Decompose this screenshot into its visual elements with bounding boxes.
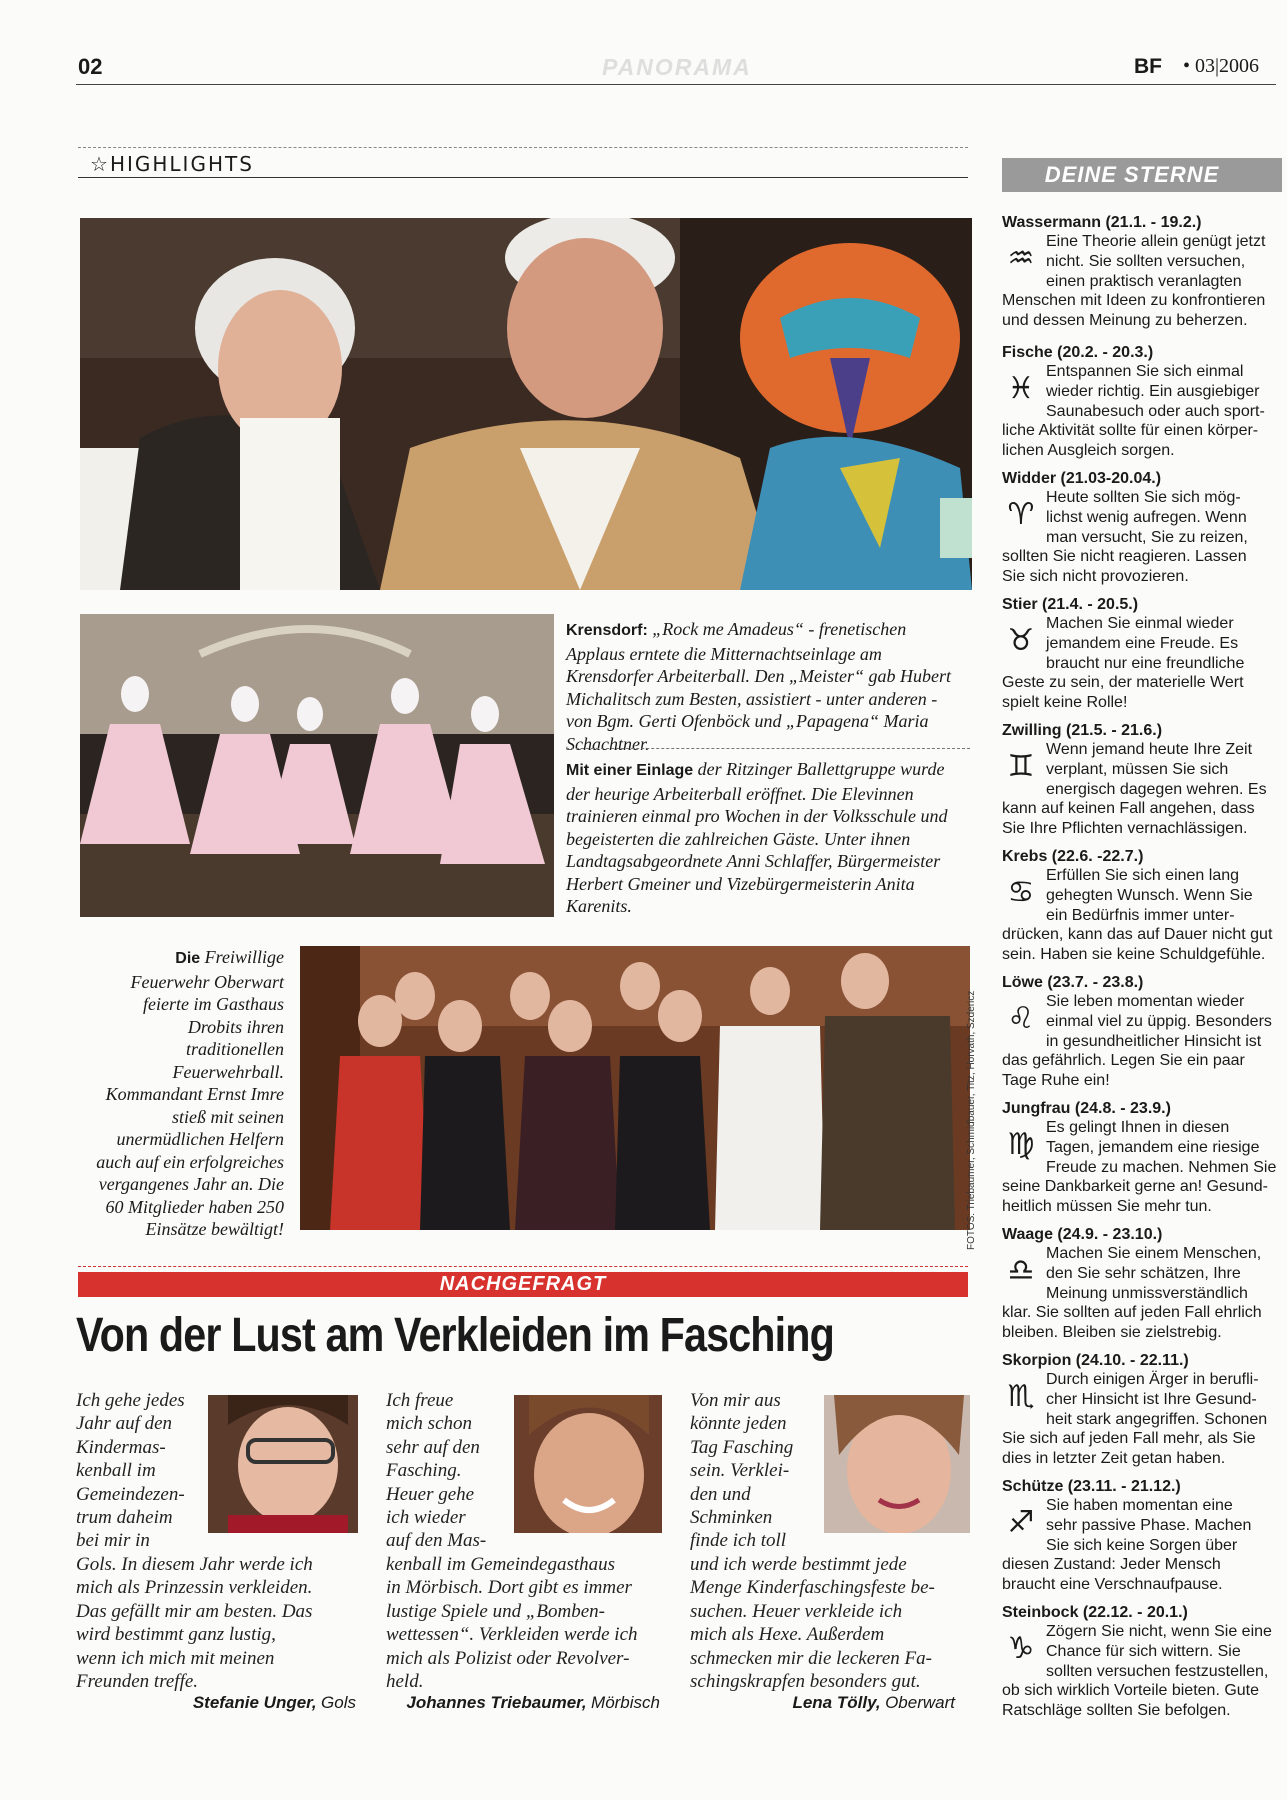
horoscope-line: man versucht, Sie zu reizen, — [1046, 528, 1248, 546]
horoscope-sign-title: Krebs (22.6. -22.7.) — [1002, 848, 1144, 865]
horoscope-sign-title: Waage (24.9. - 23.10.) — [1002, 1226, 1163, 1243]
issue-number: • 03|2006 — [1183, 55, 1260, 77]
horoscope-entry — [1002, 470, 1284, 587]
horoscope-sign-text — [1002, 362, 1284, 461]
quote-line: wettessen“. Verkleiden werde ich — [386, 1624, 638, 1646]
nachgefragt-dash-rule — [78, 1266, 968, 1267]
caption-feuerwehr — [92, 946, 284, 1241]
cancer-icon: ♋ — [1007, 875, 1035, 910]
horoscope-sign-title: Löwe (23.7. - 23.8.) — [1002, 974, 1144, 991]
horoscope-entry — [1002, 1100, 1284, 1217]
horoscope-entry — [1002, 1604, 1284, 1721]
horoscope-entry — [1002, 848, 1284, 965]
horoscope-line: und dessen Meinung zu beherzen. — [1002, 312, 1248, 330]
horoscope-line: drücken, kann das auf Dauer nicht gut — [1002, 926, 1273, 944]
pisces-icon: ♓ — [1007, 371, 1035, 406]
portrait-lena-toelly — [824, 1395, 970, 1533]
caption-krensdorf-lead: Krensdorf: — [566, 622, 648, 639]
quote-line: Von mir aus — [690, 1390, 781, 1411]
horoscope-sign-text — [1002, 488, 1284, 587]
horoscope-sign-title: Zwilling (21.5. - 21.6.) — [1002, 722, 1163, 739]
quote-line: Schminken — [690, 1507, 773, 1529]
caption-ballet-lead: Mit einer Einlage — [566, 762, 694, 779]
quote-line: mich als Polizist oder Revolver- — [386, 1647, 630, 1669]
horoscope-line: Heute sollten Sie sich mög- — [1046, 489, 1241, 506]
quote-line: held. — [386, 1671, 424, 1693]
horoscope-entry — [1002, 722, 1284, 839]
horoscope-sign-title: Wassermann (21.1. - 19.2.) — [1002, 214, 1202, 231]
caption-krensdorf-text: „Rock me Amadeus“ - frenetischen Applaus erntete die Mitternachtseinlage am Krensdorfer Arbeiterball. Den „Meister“ gab Hubert Michalitsch zum Besten, assistiert - unter anderen - von Bgm. Gerti Ofenböck und „Papagena“ Maria Schachtner. — [566, 619, 951, 754]
horoscope-line: Chance für sich wittern. Sie — [1046, 1642, 1241, 1660]
photo-credit: FOTOS: Triebaumer, Schmidbauer, Titz, Horvath, Szdericz — [966, 990, 977, 1250]
horoscope-sign-text — [1002, 1622, 1284, 1721]
highlights-heading — [90, 152, 254, 176]
horoscope-line: diesen Zustand: Jeder Mensch — [1002, 1556, 1221, 1574]
horoscope-line: sollten versuchen festzustellen, — [1046, 1662, 1269, 1680]
quote-lena-wide — [690, 1553, 980, 1693]
quote-line: auf den Mas- — [386, 1530, 487, 1552]
horoscope-line: verplant, müssen Sie sich — [1046, 760, 1229, 778]
horoscope-line: Tagen, jemandem eine riesige — [1046, 1138, 1260, 1156]
horoscope-entry — [1002, 1352, 1284, 1469]
quote-place: Mörbisch — [591, 1693, 660, 1712]
horoscope-entry — [1002, 214, 1284, 331]
quote-line: Das gefällt mir am besten. Das — [76, 1600, 313, 1622]
quote-line: kenball im Gemeindegasthaus — [386, 1554, 616, 1575]
horoscope-sign-title: Steinbock (22.12. - 20.1.) — [1002, 1604, 1188, 1621]
horoscope-line: sehr passive Phase. Machen — [1046, 1516, 1252, 1534]
quote-line: bei mir in — [76, 1530, 150, 1552]
horoscope-title: DEINE STERNE — [1044, 162, 1220, 187]
leo-icon: ♌ — [1007, 1001, 1035, 1036]
horoscope-sign-text — [1002, 232, 1284, 331]
highlights-dash-rule — [78, 147, 968, 148]
horoscope-line: Sie haben momentan eine — [1046, 1497, 1233, 1514]
quote-line: mich als Hexe. Außerdem — [690, 1624, 885, 1646]
horoscope-sign-text — [1002, 1496, 1284, 1595]
horoscope-line: Sie Ihre Pflichten vernachlässigen. — [1002, 820, 1248, 838]
horoscope-line: seine Dankbarkeit gerne an! Gesund- — [1002, 1178, 1268, 1196]
horoscope-line: jemandem eine Freude. Es — [1046, 634, 1239, 652]
horoscope-line: einmal viel zu üppig. Besonders — [1046, 1012, 1272, 1030]
quote-lena-narrow — [690, 1389, 820, 1553]
quote-line: Jahr auf den — [76, 1413, 173, 1435]
article-headline: Von der Lust am Verkleiden im Fasching — [76, 1309, 834, 1362]
quote-line: Fasching. — [386, 1460, 462, 1482]
capricorn-icon: ♑ — [1007, 1631, 1035, 1666]
caption-feuerwehr-lead: Die — [175, 950, 201, 967]
gemini-icon: ♊ — [1007, 749, 1035, 784]
horoscope-line: Wenn jemand heute Ihre Zeit — [1046, 741, 1253, 758]
horoscope-line: braucht nur eine freundliche — [1046, 654, 1245, 672]
star-icon: ☆ — [90, 152, 110, 176]
horoscope-line: Es gelingt Ihnen in diesen — [1046, 1119, 1230, 1136]
horoscope-line: Sie sich auf jeden Fall mehr, als Sie — [1002, 1430, 1256, 1448]
horoscope-sign-text — [1002, 866, 1284, 965]
horoscope-line: Sie leben momentan wieder — [1046, 993, 1245, 1010]
highlights-rule — [78, 177, 968, 178]
horoscope-line: nicht. Sie sollten versuchen, — [1046, 252, 1246, 270]
horoscope-line: energisch dagegen wehren. Es — [1046, 780, 1267, 798]
virgo-icon: ♍ — [1007, 1127, 1035, 1162]
horoscope-line: Sie sich keine Sorgen über — [1046, 1536, 1238, 1554]
horoscope-line: ob sich wirklich Vorteile bieten. Gute — [1002, 1682, 1260, 1700]
header-rule — [76, 84, 1276, 85]
photo-krensdorf-costume — [80, 218, 972, 590]
horoscope-entry — [1002, 974, 1284, 1091]
horoscope-line: wieder richtig. Ein ausgiebiger — [1046, 382, 1260, 400]
horoscope-line: spielt keine Rolle! — [1002, 694, 1128, 712]
quote-stefanie-narrow — [76, 1389, 204, 1553]
quote-line: mich schon — [386, 1413, 473, 1435]
horoscope-line: Saunabesuch oder auch sport- — [1046, 402, 1265, 420]
quote-line: sehr auf den — [386, 1436, 480, 1458]
quote-johannes-wide — [386, 1553, 676, 1693]
portrait-johannes-triebaumer — [514, 1395, 662, 1533]
quote-johannes-signature — [386, 1693, 660, 1713]
quote-line: finde ich toll — [690, 1530, 787, 1552]
taurus-icon: ♉ — [1007, 623, 1035, 658]
horoscope-line: in gesundheitlicher Hinsicht ist — [1046, 1032, 1262, 1050]
aries-icon: ♈ — [1007, 497, 1035, 532]
horoscope-line: sollten Sie nicht reagieren. Lassen — [1002, 548, 1247, 566]
horoscope-line: Machen Sie einem Menschen, — [1046, 1245, 1262, 1262]
horoscope-line: Durch einigen Ärger in berufli- — [1046, 1371, 1259, 1388]
quote-author: Stefanie Unger, — [192, 1693, 317, 1712]
scorpio-icon: ♏ — [1007, 1379, 1035, 1414]
quote-line: den und — [690, 1483, 751, 1505]
horoscope-line: Entspannen Sie sich einmal — [1046, 363, 1244, 380]
horoscope-line: lichen Ausgleich sorgen. — [1002, 442, 1175, 460]
horoscope-line: gehegten Wunsch. Wenn Sie — [1046, 886, 1253, 904]
quote-line: Kindermas- — [76, 1436, 166, 1458]
horoscope-line: das gefährlich. Legen Sie ein paar — [1002, 1052, 1245, 1070]
horoscope-sign-text — [1002, 992, 1284, 1091]
quote-stefanie-wide — [76, 1553, 366, 1693]
horoscope-sign-title: Fische (20.2. - 20.3.) — [1002, 344, 1154, 361]
horoscope-line: Erfüllen Sie sich einen lang — [1046, 867, 1240, 884]
quote-line: schingskrapfen besonders gut. — [690, 1671, 921, 1693]
quote-place: Gols — [321, 1693, 356, 1712]
quote-line: in Mörbisch. Dort gibt es immer — [386, 1577, 632, 1599]
horoscope-sign-text — [1002, 1118, 1284, 1217]
caption-krensdorf — [566, 618, 966, 755]
horoscope-sign-title: Jungfrau (24.8. - 23.9.) — [1002, 1100, 1171, 1117]
quote-lena-signature — [690, 1693, 955, 1713]
horoscope-sign-title: Stier (21.4. - 20.5.) — [1002, 596, 1139, 613]
nachgefragt-label: NACHGEFRAGT — [439, 1273, 607, 1295]
horoscope-line: klar. Sie sollten auf jeden Fall ehrlich — [1002, 1304, 1262, 1322]
horoscope-line: Tage Ruhe ein! — [1002, 1072, 1110, 1090]
aquarius-icon: ♒ — [1007, 241, 1035, 276]
horoscope-entry — [1002, 1478, 1284, 1595]
horoscope-line: Sie sich nicht provozieren. — [1002, 568, 1189, 586]
horoscope-entry — [1002, 1226, 1284, 1343]
quote-place: Oberwart — [885, 1693, 955, 1712]
quote-line: suchen. Heuer verkleide ich — [690, 1600, 903, 1622]
horoscope-line: Meinung unmissverständlich — [1046, 1284, 1248, 1302]
horoscope-sign-title: Schütze (23.11. - 21.12.) — [1002, 1478, 1181, 1495]
quote-line: und ich werde bestimmt jede — [690, 1554, 907, 1575]
libra-icon: ♎ — [1007, 1253, 1035, 1288]
photo-feuerwehr — [300, 946, 970, 1230]
caption-ballet — [566, 758, 970, 918]
quote-line: wird bestimmt ganz lustig, — [76, 1624, 276, 1646]
quote-line: Gemeindezen- — [76, 1483, 185, 1505]
quote-author: Lena Tölly, — [792, 1693, 881, 1712]
caption-divider — [566, 748, 970, 749]
horoscope-line: sein. Haben sie keine Schuldgefühle. — [1002, 946, 1266, 964]
horoscope-line: Eine Theorie allein genügt jetzt — [1046, 233, 1266, 250]
horoscope-line: cher Hinsicht ist Ihre Gesund- — [1046, 1390, 1257, 1408]
horoscope-line: den Sie sehr schätzen, Ihre — [1046, 1264, 1241, 1282]
quote-line: mich als Prinzessin verkleiden. — [76, 1577, 313, 1599]
quote-line: Freunden treffe. — [76, 1671, 199, 1693]
portrait-stefanie-unger — [208, 1395, 358, 1533]
horoscope-sign-text — [1002, 1370, 1284, 1469]
horoscope-line: Geste zu sein, der materielle Wert — [1002, 674, 1244, 692]
horoscope-line: braucht eine Verschnaufpause. — [1002, 1576, 1223, 1594]
quote-line: trum daheim — [76, 1507, 173, 1529]
highlights-label: HIGHLIGHTS — [109, 152, 254, 176]
sagittarius-icon: ♐ — [1007, 1505, 1035, 1540]
horoscope-line: Machen Sie einmal wieder — [1046, 615, 1234, 632]
quote-line: Menge Kinderfaschingsfeste be- — [690, 1577, 935, 1599]
quote-stefanie-signature — [76, 1693, 356, 1713]
quote-line: kenball im — [76, 1460, 156, 1482]
horoscope-line: kann auf keinen Fall angehen, dass — [1002, 800, 1255, 818]
horoscope-line: Freude zu machen. Nehmen Sie — [1046, 1158, 1277, 1176]
photo-ballet-group — [80, 614, 554, 917]
quote-johannes-narrow — [386, 1389, 512, 1553]
quote-line: Gols. In diesem Jahr werde ich — [76, 1554, 313, 1575]
quote-line: Heuer gehe — [386, 1483, 475, 1505]
caption-feuerwehr-text: Freiwillige Feuerwehr Oberwart feierte im Gasthaus Drobits ihren traditionellen Feuerwehrball. Kommandant Ernst Imre stieß mit seinen unermüdlichen Helfern auch auf ein erfolgreiches vergangenes Jahr an. Die 60 Mitglieder haben 250 Einsätze bewältigt! — [96, 947, 284, 1239]
horoscope-line: bleiben. Bleiben sie zielstrebig. — [1002, 1324, 1222, 1342]
quote-line: Tag Fasching — [690, 1436, 794, 1458]
quote-line: lustige Spiele und „Bomben- — [386, 1600, 605, 1622]
horoscope-entry — [1002, 344, 1284, 461]
horoscope-sign-text — [1002, 1244, 1284, 1343]
caption-ballet-text: der Ritzinger Ballettgruppe wurde der heurige Arbeiterball eröffnet. Die Elevinnen trainieren einmal pro Wochen in der Volksschule und begeisterten die zahlreichen Gäste. Unter ihnen Landtagsabgeordnete Anni Schlaffer, Bürgermeister Herbert Gmeiner und Vizebürgermeisterin Anita Karenits. — [566, 759, 948, 916]
horoscope-sign-title: Widder (21.03-20.04.) — [1002, 470, 1162, 487]
horoscope-sign-text — [1002, 740, 1284, 839]
horoscope-line: Zögern Sie nicht, wenn Sie eine — [1046, 1623, 1272, 1640]
horoscope-line: Ratschläge sollten Sie befolgen. — [1002, 1702, 1231, 1720]
horoscope-sign-text — [1002, 614, 1284, 713]
quote-line: wenn ich mich mit meinen — [76, 1647, 275, 1669]
horoscope-line: einen praktisch veranlagten — [1046, 272, 1242, 290]
page-number: 02 — [78, 54, 103, 79]
horoscope-line: heitlich müssen Sie mehr tun. — [1002, 1198, 1212, 1216]
quote-line: könnte jeden — [690, 1413, 787, 1435]
quote-line: Ich freue — [386, 1390, 454, 1411]
quote-line: ich wieder — [386, 1507, 466, 1529]
section-title: PANORAMA — [602, 54, 752, 80]
horoscope-sign-title: Skorpion (24.10. - 22.11.) — [1002, 1352, 1189, 1369]
horoscope-line: Menschen mit Ideen zu konfrontieren — [1002, 292, 1266, 310]
horoscope-line: ein Bedürfnis immer unter- — [1046, 906, 1235, 924]
horoscope-entry — [1002, 596, 1284, 713]
quote-line: Ich gehe jedes — [76, 1390, 185, 1411]
horoscope-line: liche Aktivität sollte für einen körper- — [1002, 422, 1259, 440]
horoscope-line: dies in letzter Zeit getan haben. — [1002, 1450, 1226, 1468]
quote-line: schmecken mir die leckeren Fa- — [690, 1647, 932, 1669]
brand-logo: BF — [1134, 55, 1162, 78]
horoscope-line: heit stark angegriffen. Schonen — [1046, 1410, 1268, 1428]
quote-line: sein. Verklei- — [690, 1460, 790, 1482]
horoscope-line: lichst wenig aufregen. Wenn — [1046, 508, 1247, 526]
quote-author: Johannes Triebaumer, — [406, 1693, 587, 1712]
